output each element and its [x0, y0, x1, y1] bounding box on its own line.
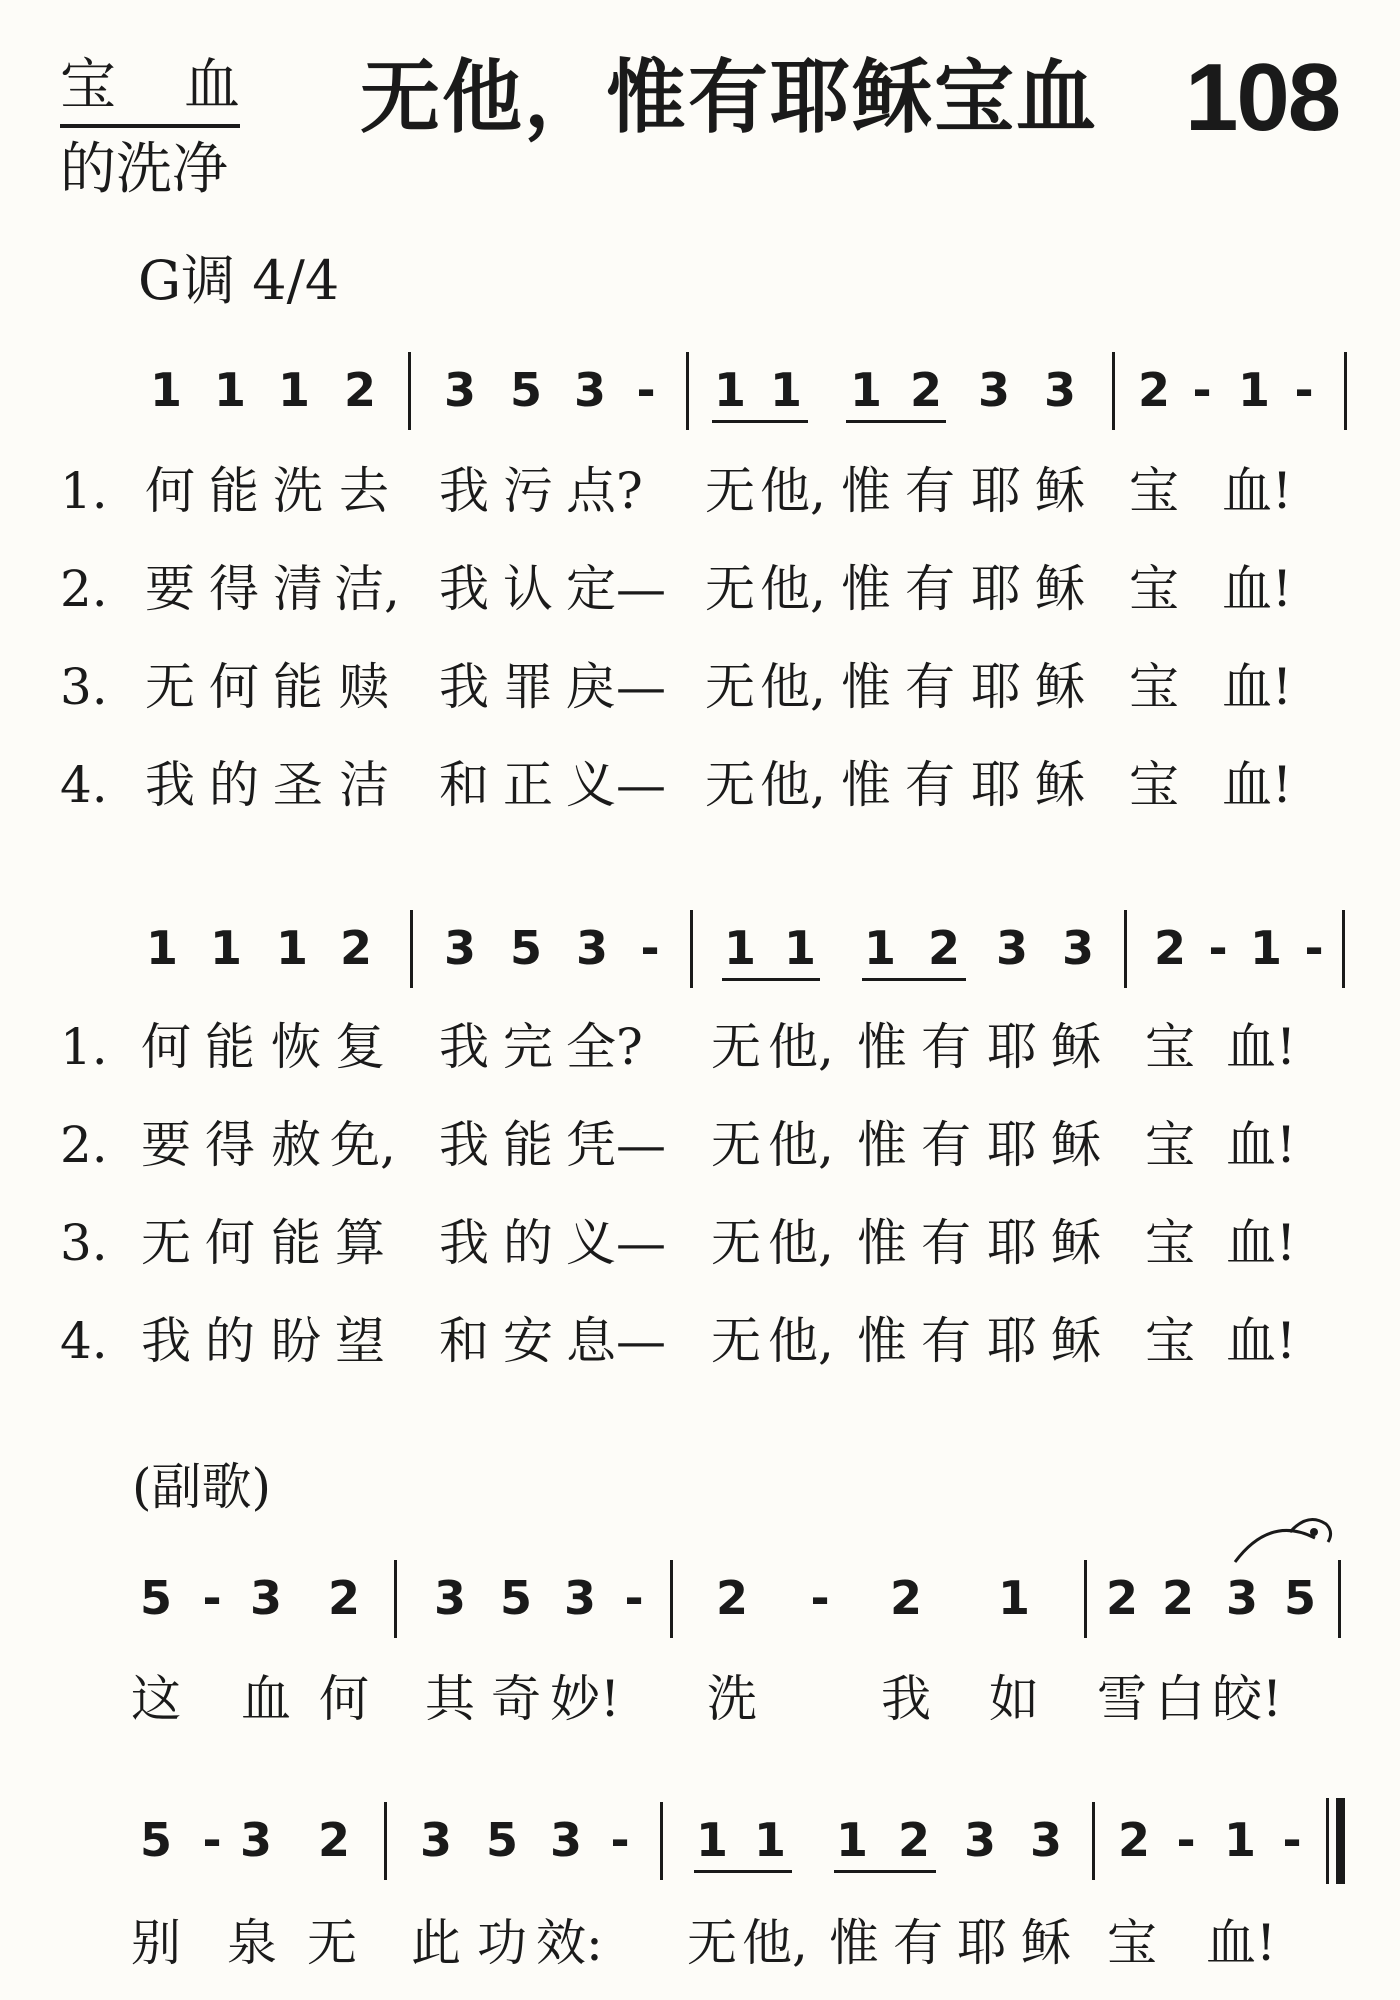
- lyric-char: 能: [209, 462, 259, 520]
- lyric-char: 无: [705, 560, 755, 618]
- lyric-char: 息—: [566, 1312, 666, 1370]
- hymn-number: 108: [1185, 44, 1340, 151]
- note: 1: [1249, 921, 1282, 975]
- lyric-char: 宝: [1129, 756, 1179, 814]
- barline: [690, 910, 693, 988]
- lyric-char: 我: [141, 1312, 191, 1370]
- chorus-notes-row-2: [0, 1810, 1400, 1880]
- lyric-char: 有: [921, 1018, 971, 1076]
- lyric-char: 他,: [768, 1214, 834, 1272]
- lyric-char: 血!: [1226, 1018, 1297, 1076]
- lyric-char: 我: [439, 1214, 489, 1272]
- note: -: [810, 1571, 830, 1625]
- note: 1: [997, 1571, 1030, 1625]
- note: 3: [443, 921, 476, 975]
- lyric-char: 污: [503, 462, 553, 520]
- lyric-char: 何: [319, 1670, 369, 1728]
- lyric-char: 罪: [503, 658, 553, 716]
- barline: [1338, 1560, 1341, 1638]
- notes-row-2: [0, 918, 1400, 988]
- verse-number: 3.: [60, 1214, 108, 1272]
- lyric-char: 他,: [760, 560, 826, 618]
- lyric-char: 惟: [841, 462, 891, 520]
- lyric-char: 有: [893, 1914, 943, 1972]
- note: -: [624, 1571, 644, 1625]
- lyric-char: 能: [273, 658, 323, 716]
- lyric-char: 无: [711, 1116, 761, 1174]
- lyric-char: 稣: [1051, 1018, 1101, 1076]
- note: 1: [209, 921, 242, 975]
- lyric-char: 无: [141, 1214, 191, 1272]
- category-top-left: 宝: [60, 53, 116, 118]
- lyric-char: 能: [503, 1116, 553, 1174]
- lyric-char: 惟: [857, 1018, 907, 1076]
- note: -: [1208, 921, 1228, 975]
- lyric-char: 的: [503, 1214, 553, 1272]
- lyric-char: 我: [881, 1670, 931, 1728]
- note: 1: [783, 921, 816, 975]
- note: 2: [1161, 1571, 1194, 1625]
- lyric-char: 耶: [971, 462, 1021, 520]
- lyric-char: 妙!: [550, 1670, 621, 1728]
- note: -: [636, 363, 656, 417]
- lyric-char: 耶: [971, 756, 1021, 814]
- note: -: [610, 1813, 630, 1867]
- category-top-right: 血: [184, 53, 240, 118]
- note: 5: [499, 1571, 532, 1625]
- lyric-char: 如: [989, 1670, 1039, 1728]
- note: 3: [549, 1813, 582, 1867]
- lyric-char: 无: [705, 658, 755, 716]
- lyric-char: 我: [439, 1018, 489, 1076]
- verse-number: 1.: [60, 1018, 108, 1076]
- note: 2: [1137, 363, 1170, 417]
- lyric-char: 他,: [760, 658, 826, 716]
- note: 3: [1225, 1571, 1258, 1625]
- lyric-char: 无: [711, 1214, 761, 1272]
- lyric-char: 得: [205, 1116, 255, 1174]
- note: 3: [433, 1571, 466, 1625]
- note: 1: [695, 1813, 728, 1867]
- lyric-char: 稣: [1035, 560, 1085, 618]
- lyric-char: 他,: [768, 1018, 834, 1076]
- note: -: [640, 921, 660, 975]
- lyric-char: 何: [205, 1214, 255, 1272]
- barline: [686, 352, 689, 430]
- note: 3: [1043, 363, 1076, 417]
- lyric-char: 血!: [1222, 560, 1293, 618]
- lyric-char: 稣: [1021, 1914, 1071, 1972]
- eighth-underline: [694, 1870, 792, 1873]
- lyric-char: 要: [141, 1116, 191, 1174]
- note: 1: [213, 363, 246, 417]
- verse-number: 1.: [60, 462, 108, 520]
- lyric-char: 何: [141, 1018, 191, 1076]
- lyric-char: 和: [439, 1312, 489, 1370]
- lyric-char: 白: [1155, 1670, 1205, 1728]
- lyric-char: 赎: [339, 658, 389, 716]
- note: 1: [1237, 363, 1270, 417]
- lyric-char: 血!: [1222, 658, 1293, 716]
- lyric-char: 这: [131, 1670, 181, 1728]
- lyric-char: 宝: [1145, 1214, 1195, 1272]
- eighth-underline: [722, 978, 820, 981]
- note: -: [1176, 1813, 1196, 1867]
- barline: [410, 910, 413, 988]
- lyric-char: 去: [339, 462, 389, 520]
- lyric-char: 我: [439, 658, 489, 716]
- barline: [1092, 1802, 1095, 1880]
- lyric-char: 圣: [273, 756, 323, 814]
- lyric-char: 其: [425, 1670, 475, 1728]
- lyric-char: 他,: [760, 462, 826, 520]
- lyric-char: 稣: [1051, 1116, 1101, 1174]
- lyric-char: 泉: [227, 1914, 277, 1972]
- lyric-char: 耶: [971, 560, 1021, 618]
- chorus-label: (副歌): [132, 1458, 272, 1516]
- lyric-char: 耶: [987, 1018, 1037, 1076]
- note: 3: [977, 363, 1010, 417]
- lyric-char: 别: [131, 1914, 181, 1972]
- barline: [670, 1560, 673, 1638]
- note: 2: [897, 1813, 930, 1867]
- lyric-char: 我: [439, 1116, 489, 1174]
- lyric-char: 安: [503, 1312, 553, 1370]
- lyric-char: 血: [241, 1670, 291, 1728]
- note: 2: [927, 921, 960, 975]
- lyric-char: 定—: [566, 560, 666, 618]
- lyric-char: 有: [905, 658, 955, 716]
- lyric-char: 耶: [957, 1914, 1007, 1972]
- note: 2: [317, 1813, 350, 1867]
- lyric-char: 他,: [768, 1116, 834, 1174]
- lyric-char: 义—: [566, 1214, 666, 1272]
- lyric-char: 血!: [1206, 1914, 1277, 1972]
- lyric-char: 无: [307, 1914, 357, 1972]
- lyric-char: 无: [711, 1312, 761, 1370]
- note: -: [202, 1813, 222, 1867]
- note: 2: [1117, 1813, 1150, 1867]
- hymn-title: 无他，惟有耶稣宝血: [360, 51, 1098, 144]
- key-signature: G调 4/4: [138, 249, 340, 312]
- lyric-char: 耶: [987, 1214, 1037, 1272]
- note: 2: [343, 363, 376, 417]
- lyric-char: 完: [503, 1018, 553, 1076]
- lyric-char: 有: [905, 560, 955, 618]
- note: 3: [575, 921, 608, 975]
- lyric-char: 宝: [1129, 560, 1179, 618]
- notes-row-1: [0, 360, 1400, 430]
- category-top: [60, 53, 240, 128]
- lyric-char: 洗: [273, 462, 323, 520]
- barline: [1344, 352, 1347, 430]
- note: 3: [239, 1813, 272, 1867]
- lyric-char: 血!: [1226, 1214, 1297, 1272]
- lyric-char: 有: [921, 1116, 971, 1174]
- note: 2: [327, 1571, 360, 1625]
- lyric-char: 算: [335, 1214, 385, 1272]
- lyric-char: 盼: [271, 1312, 321, 1370]
- lyric-char: 能: [271, 1214, 321, 1272]
- lyric-char: 耶: [987, 1116, 1037, 1174]
- lyric-char: 得: [209, 560, 259, 618]
- barline: [384, 1802, 387, 1880]
- note: 3: [419, 1813, 452, 1867]
- lyric-char: 此: [411, 1914, 461, 1972]
- lyric-char: 血!: [1226, 1312, 1297, 1370]
- lyric-char: 奇: [491, 1670, 541, 1728]
- lyric-char: 洁,: [334, 560, 400, 618]
- note: 3: [443, 363, 476, 417]
- lyric-char: 宝: [1129, 658, 1179, 716]
- lyric-char: 稣: [1035, 658, 1085, 716]
- note: 1: [753, 1813, 786, 1867]
- lyric-char: 恢: [271, 1018, 321, 1076]
- note: 3: [963, 1813, 996, 1867]
- note: -: [1304, 921, 1324, 975]
- lyric-char: 望: [335, 1312, 385, 1370]
- fermata-icon: [1230, 1510, 1340, 1570]
- lyric-char: 有: [905, 462, 955, 520]
- lyric-char: 和: [439, 756, 489, 814]
- lyric-char: 血!: [1222, 462, 1293, 520]
- lyric-char: 惟: [829, 1914, 879, 1972]
- lyric-char: 洁: [339, 756, 389, 814]
- category-label: [60, 53, 240, 202]
- lyric-char: 稣: [1035, 462, 1085, 520]
- lyric-char: 他,: [742, 1914, 808, 1972]
- barline: [394, 1560, 397, 1638]
- lyric-char: 稣: [1035, 756, 1085, 814]
- note: 5: [509, 921, 542, 975]
- lyric-char: 有: [905, 756, 955, 814]
- note: 1: [835, 1813, 868, 1867]
- note: 1: [277, 363, 310, 417]
- note: 3: [249, 1571, 282, 1625]
- note: 3: [563, 1571, 596, 1625]
- lyric-char: 惟: [857, 1214, 907, 1272]
- lyric-char: 血!: [1222, 756, 1293, 814]
- lyric-char: 宝: [1145, 1116, 1195, 1174]
- note: 2: [339, 921, 372, 975]
- lyric-char: 凭—: [566, 1116, 666, 1174]
- barline: [1342, 910, 1345, 988]
- lyric-char: 我: [439, 462, 489, 520]
- eighth-underline: [834, 1870, 936, 1873]
- lyric-char: 我: [439, 560, 489, 618]
- lyric-char: 耶: [987, 1312, 1037, 1370]
- lyric-char: 无: [687, 1914, 737, 1972]
- lyric-char: 功: [477, 1914, 527, 1972]
- final-barline-thick: [1336, 1798, 1345, 1884]
- lyric-char: 复: [335, 1018, 385, 1076]
- barline: [1112, 352, 1115, 430]
- note: 1: [713, 363, 746, 417]
- note: 2: [909, 363, 942, 417]
- note: 5: [509, 363, 542, 417]
- lyric-char: 无: [705, 756, 755, 814]
- lyric-char: 有: [921, 1312, 971, 1370]
- lyric-char: 免,: [330, 1116, 396, 1174]
- lyric-char: 惟: [857, 1312, 907, 1370]
- barline: [1124, 910, 1127, 988]
- lyric-char: 义—: [566, 756, 666, 814]
- note: 2: [1153, 921, 1186, 975]
- verse-number: 2.: [60, 1116, 108, 1174]
- lyric-char: 戾—: [566, 658, 666, 716]
- lyric-char: 赦: [271, 1116, 321, 1174]
- note: 5: [139, 1813, 172, 1867]
- category-bottom: 的洗净: [60, 137, 228, 202]
- lyric-char: 惟: [841, 560, 891, 618]
- lyric-char: 惟: [841, 756, 891, 814]
- note: 1: [849, 363, 882, 417]
- lyric-char: 何: [145, 462, 195, 520]
- lyric-char: 宝: [1145, 1312, 1195, 1370]
- lyric-char: 他,: [760, 756, 826, 814]
- barline: [660, 1802, 663, 1880]
- lyric-char: 何: [209, 658, 259, 716]
- lyric-char: 皎!: [1212, 1670, 1283, 1728]
- note: 2: [1105, 1571, 1138, 1625]
- lyric-char: 有: [921, 1214, 971, 1272]
- eighth-underline: [712, 420, 808, 423]
- lyric-char: 惟: [841, 658, 891, 716]
- barline: [1084, 1560, 1087, 1638]
- note: 1: [863, 921, 896, 975]
- lyric-char: 要: [145, 560, 195, 618]
- lyric-char: 宝: [1129, 462, 1179, 520]
- note: 1: [769, 363, 802, 417]
- lyric-char: 效:: [536, 1914, 603, 1972]
- lyric-char: 惟: [857, 1116, 907, 1174]
- note: 1: [145, 921, 178, 975]
- lyric-char: 他,: [768, 1312, 834, 1370]
- verse-number: 3.: [60, 658, 108, 716]
- note: 1: [1223, 1813, 1256, 1867]
- barline: [408, 352, 411, 430]
- lyric-char: 血!: [1226, 1116, 1297, 1174]
- note: 2: [889, 1571, 922, 1625]
- lyric-char: 我: [145, 756, 195, 814]
- eighth-underline: [862, 978, 966, 981]
- lyric-char: 清: [273, 560, 323, 618]
- note: 1: [149, 363, 182, 417]
- lyric-char: 能: [205, 1018, 255, 1076]
- note: 2: [715, 1571, 748, 1625]
- lyric-char: 的: [209, 756, 259, 814]
- note: 3: [995, 921, 1028, 975]
- note: -: [1192, 363, 1212, 417]
- note: 1: [275, 921, 308, 975]
- note: -: [202, 1571, 222, 1625]
- note: 3: [1061, 921, 1094, 975]
- lyric-char: 正: [503, 756, 553, 814]
- lyric-char: 稣: [1051, 1214, 1101, 1272]
- note: -: [1282, 1813, 1302, 1867]
- note: -: [1294, 363, 1314, 417]
- lyric-char: 耶: [971, 658, 1021, 716]
- lyric-char: 全?: [566, 1018, 643, 1076]
- note: 1: [723, 921, 756, 975]
- note: 5: [485, 1813, 518, 1867]
- lyric-char: 无: [711, 1018, 761, 1076]
- lyric-char: 无: [705, 462, 755, 520]
- lyric-char: 宝: [1107, 1914, 1157, 1972]
- chorus-notes-row-1: [0, 1568, 1400, 1638]
- note: 5: [1283, 1571, 1316, 1625]
- lyric-char: 宝: [1145, 1018, 1195, 1076]
- lyric-char: 的: [205, 1312, 255, 1370]
- lyric-char: 雪: [1097, 1670, 1147, 1728]
- verse-number: 4.: [60, 1312, 108, 1370]
- lyric-char: 认: [503, 560, 553, 618]
- verse-number: 2.: [60, 560, 108, 618]
- lyric-char: 洗: [707, 1670, 757, 1728]
- final-barline-thin: [1326, 1798, 1329, 1884]
- note: 5: [139, 1571, 172, 1625]
- lyric-char: 稣: [1051, 1312, 1101, 1370]
- note: 3: [573, 363, 606, 417]
- lyric-char: 点?: [566, 462, 643, 520]
- eighth-underline: [846, 420, 946, 423]
- note: 3: [1029, 1813, 1062, 1867]
- verse-number: 4.: [60, 756, 108, 814]
- lyric-char: 无: [145, 658, 195, 716]
